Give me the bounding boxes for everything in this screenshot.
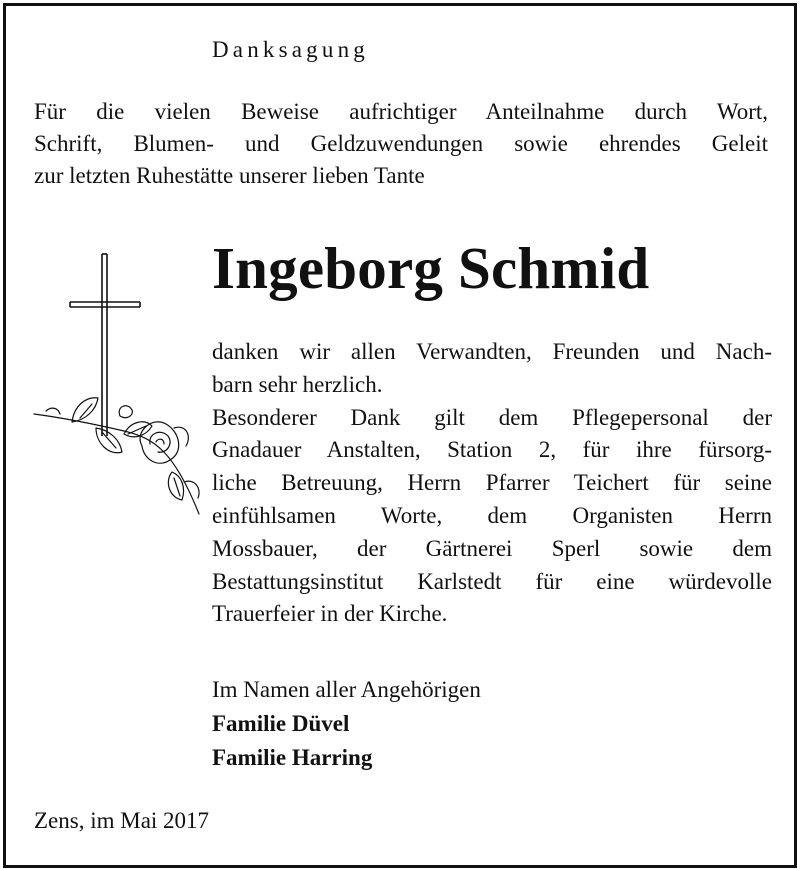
family-name: Familie Düvel bbox=[212, 711, 350, 736]
intro-line: zur letzten Ruhestätte unserer lieben Tante bbox=[34, 163, 425, 188]
intro-line: Schrift, Blumen- und Geldzuwendungen sowie ehrendes Geleit bbox=[34, 131, 768, 156]
body-line: barn sehr herzlich. bbox=[212, 371, 383, 397]
body-line: Mossbauer, der Gärtnerei Sperl sowie dem bbox=[212, 535, 772, 561]
body-line: Bestattungsinstitut Karlstedt für eine würdevolle bbox=[212, 568, 772, 594]
thanks-paragraph bbox=[212, 336, 772, 631]
body-line: einfühlsamen Worte, dem Organisten Herrn bbox=[212, 502, 772, 528]
cross-icon bbox=[70, 254, 140, 436]
notice-heading: Danksagung bbox=[212, 37, 369, 62]
body-line: danken wir allen Verwandten, Freunden und Nach- bbox=[212, 339, 772, 364]
family-name: Familie Harring bbox=[212, 745, 373, 770]
body-line: liche Betreuung, Herrn Pfarrer Teichert für seine bbox=[212, 470, 772, 496]
deceased-name: Ingeborg Schmid bbox=[212, 235, 650, 301]
body-line: Besonderer Dank gilt dem Pflegepersonal der bbox=[212, 404, 772, 430]
closing-block bbox=[212, 673, 481, 775]
cross-with-rose-ornament bbox=[24, 246, 209, 526]
intro-paragraph bbox=[34, 96, 768, 192]
body-line: Gnadauer Anstalten, Station 2, für ihre fürsorg- bbox=[212, 437, 772, 463]
place-and-date: Zens, im Mai 2017 bbox=[34, 808, 210, 833]
rose-branch-icon bbox=[34, 398, 199, 514]
obituary-notice bbox=[3, 3, 797, 868]
intro-line: Für die vielen Beweise aufrichtiger Anteilnahme durch Wort, bbox=[34, 99, 768, 124]
body-line: Trauerfeier in der Kirche. bbox=[212, 601, 448, 627]
closing-phrase: Im Namen aller Angehörigen bbox=[212, 677, 481, 702]
